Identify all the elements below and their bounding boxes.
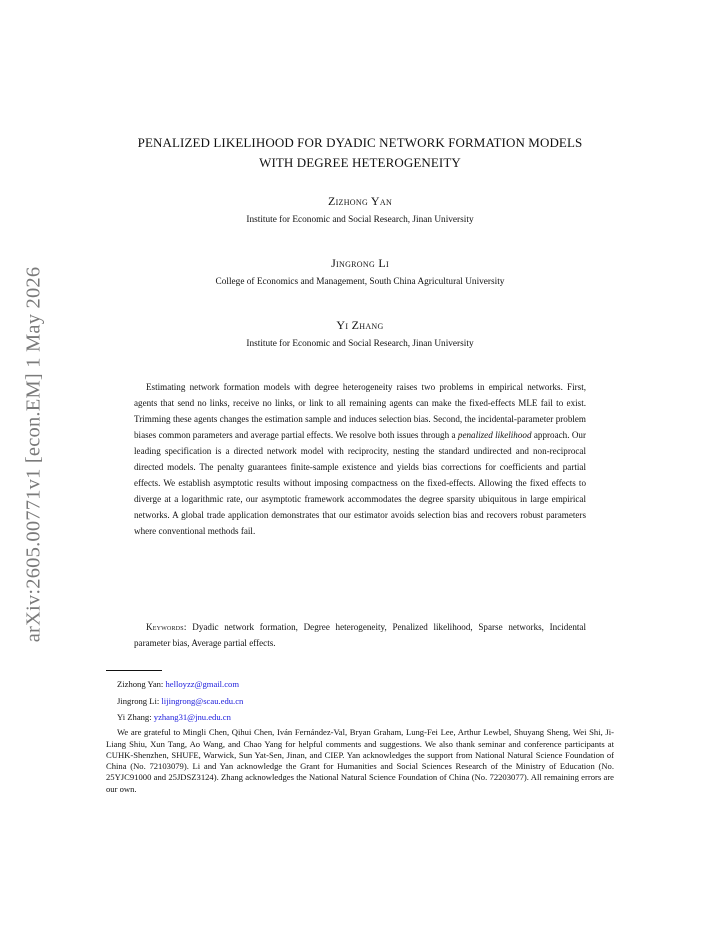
footnote-contact — [106, 710, 614, 724]
acknowledgement-note: We are grateful to Mingli Chen, Qihui Chen, Iván Fernández-Val, Bryan Graham, Lung-Fei Lee, Arthur Lewbel, Shuyang Sheng, Wei Shi, Ji-Liang Shiu, Xun Tang, Ao Wang, and Chao Yang for helpful comments and suggestions. We also thank seminar and conference participants at CUHK-Shenzhen, SHUFE, Warwick, Sun Yat-Sen, Jinan, and CIEP. Yan acknowledges the support from National Natural Science Foundation of China (No. 72103079). Li and Yan acknowledge the Grant for Humanities and Social Sciences Research of the Ministry of Education (No. 25YJC91000 and 25JDSZ3124). Zhang acknowledges the National Natural Science Foundation of China (No. 72203077). All remaining errors are our own. — [106, 727, 614, 794]
abstract — [134, 379, 586, 539]
author-name: Jingrong Li — [331, 256, 389, 270]
footnote-divider — [106, 670, 162, 671]
author-affiliation: Institute for Economic and Social Research, Jinan University — [246, 339, 474, 349]
arxiv-identifier-stamp — [14, 248, 54, 660]
keywords-text: Dyadic network formation, Degree heterogeneity, Penalized likelihood, Sparse networks, Incidental parameter bias, Average partial effects. — [134, 622, 586, 649]
author-name: Zizhong Yan — [327, 194, 393, 208]
contact-label: Yi Zhang: — [117, 712, 154, 723]
paper-title-line-2: WITH DEGREE HETEROGENEITY — [259, 155, 461, 170]
abstract-text-continued: approach. Our leading specification is a directed network model with reciprocity, nesting the standard undirected and non-reciprocal directed models. The penalty guarantees finite-sample existence and yields bias corrections for coefficients and partial effects. We establish asymptotic results without imposing compactness on the fixed-effects. Allowing the fixed effects to diverge at a logarithmic rate, our asymptotic framework accommodates the degree sparsity ubiquitous in large empirical networks. A global trade application demonstrates that our estimator avoids selection bias and recovers robust parameters where conventional methods fail. — [134, 430, 586, 537]
paper-title — [80, 133, 640, 173]
paper-title-line-1: PENALIZED LIKELIHOOD FOR DYADIC NETWORK FORMATION MODELS — [137, 135, 583, 150]
email-link[interactable]: helloyzz@gmail.com — [165, 679, 240, 689]
author-block-2 — [80, 256, 640, 287]
footnote-contact — [106, 694, 614, 708]
author-name: Yi Zhang — [336, 318, 384, 332]
abstract-text: Estimating network formation models with degree heterogeneity raises two problems in empirical networks. First, agents that send no links, receive no links, or link to all remaining agents can make the fixed-effects MLE fail to exist. Trimming these agents changes the estimation sample and induces selection bias. Second, the incidental-parameter problem biases common parameters and average partial effects. We resolve both issues through a — [134, 382, 586, 441]
email-link[interactable]: lijingrong@scau.edu.cn — [161, 695, 244, 706]
contact-label: Zizhong Yan: — [117, 679, 166, 689]
author-block-1 — [80, 194, 640, 225]
footnote-contact — [106, 677, 614, 691]
abstract-emphasis: penalized likelihood — [457, 430, 532, 441]
arxiv-identifier: arXiv:2605.00771v1 [econ.EM] 1 May 2026 — [22, 266, 45, 642]
footnotes — [106, 677, 614, 795]
author-affiliation: College of Economics and Management, South China Agricultural University — [215, 277, 505, 287]
keywords — [134, 619, 586, 651]
author-block-3 — [80, 318, 640, 349]
keywords-label: Keywords: — [146, 622, 187, 632]
contact-label: Jingrong Li: — [117, 695, 162, 706]
email-link[interactable]: yzhang31@jnu.edu.cn — [153, 712, 231, 723]
author-affiliation: Institute for Economic and Social Research, Jinan University — [246, 215, 474, 225]
